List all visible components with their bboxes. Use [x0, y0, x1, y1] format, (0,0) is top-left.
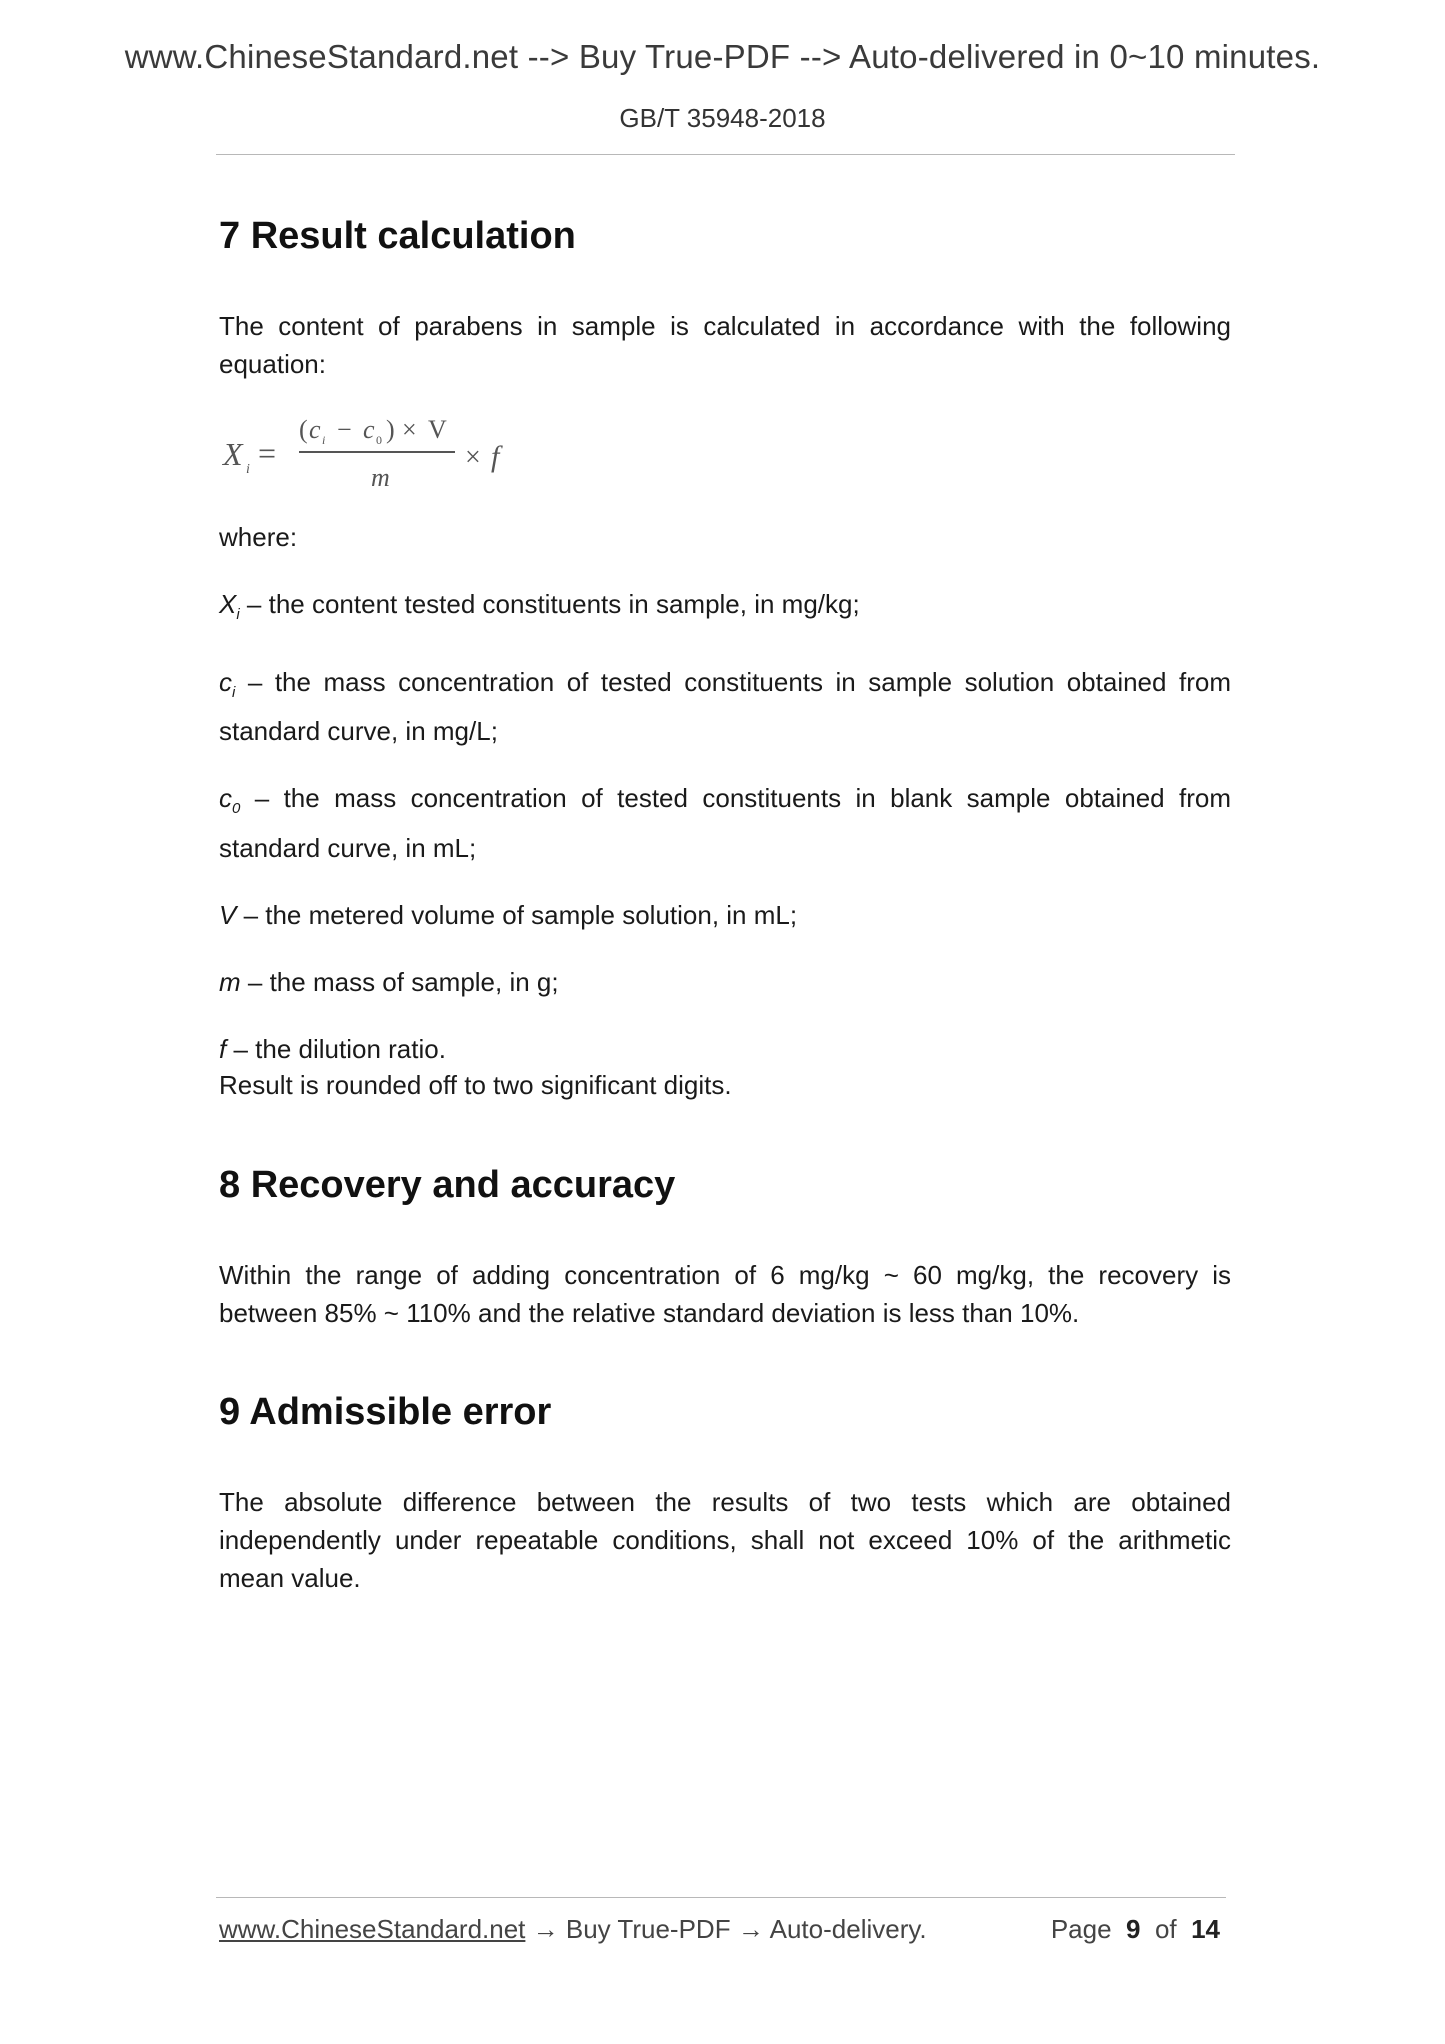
definition-symbol: V	[219, 899, 237, 930]
rounding-note: Result is rounded off to two significant digits.	[219, 1070, 732, 1100]
formula-close-paren: )	[386, 415, 395, 444]
definition-text: – the mass concentration of tested constituents in blank sample obtained from standard curve, in mL;	[219, 783, 1231, 863]
formula-open-paren: (	[299, 415, 308, 444]
formula-c0-sub: 0	[376, 433, 382, 447]
formula-dilution: f	[491, 440, 500, 473]
arrow-right-icon: →	[532, 1914, 559, 1944]
definition-symbol: m	[219, 966, 241, 997]
definition-ci	[219, 663, 1231, 750]
definition-v	[219, 896, 1231, 934]
definition-text: – the mass of sample, in g;	[240, 966, 559, 997]
formula-times-1: ×	[402, 415, 417, 444]
definition-symbol: f	[219, 1033, 227, 1064]
section-7-heading: 7 Result calculation	[219, 215, 576, 257]
definition-f	[219, 1030, 1231, 1068]
formula-lhs: X	[223, 436, 243, 472]
definition-subscript: 0	[232, 800, 241, 818]
formula-ci: c	[309, 415, 321, 444]
footer-divider	[216, 1897, 1226, 1898]
definition-text: – the mass concentration of tested constituents in sample solution obtained from standard curve, in mg/L;	[219, 667, 1231, 747]
formula-lhs-sub: i	[246, 462, 250, 477]
definition-symbol: c	[219, 783, 232, 814]
result-formula	[219, 410, 569, 500]
definition-symbol: c	[219, 667, 232, 698]
arrow-right-icon: →	[737, 1914, 764, 1944]
definition-subscript: i	[232, 684, 236, 702]
definition-list	[219, 585, 1231, 1097]
page-label: Page	[1050, 1914, 1112, 1944]
document-number: GB/T 35948-2018	[619, 103, 826, 133]
formula-equals: =	[258, 435, 277, 471]
section-8-body: Within the range of adding concentration of 6 mg/kg ~ 60 mg/kg, the recovery is between 85% ~ 110% and the relative standard deviation is less than 10%.	[219, 1260, 1231, 1328]
site-banner: www.ChineseStandard.net --> Buy True-PDF --> Auto-delivered in 0~10 minutes.	[124, 38, 1321, 75]
definition-symbol: X	[219, 589, 237, 619]
definition-text: – the dilution ratio.	[226, 1033, 446, 1064]
where-label: where:	[219, 522, 298, 552]
formula-minus: −	[337, 415, 352, 444]
footer-delivery-text: Auto-delivery.	[769, 1914, 927, 1944]
section-7-intro: The content of parabens in sample is calculated in accordance with the following equation:	[219, 311, 1231, 379]
definition-m	[219, 963, 1231, 1001]
page-footer	[219, 1914, 1224, 1954]
formula-c0: c	[363, 415, 375, 444]
section-8-heading: 8 Recovery and accuracy	[219, 1164, 676, 1206]
definition-text: – the metered volume of sample solution, in mL;	[236, 899, 798, 930]
current-page-number: 9	[1126, 1914, 1141, 1944]
formula-volume: V	[428, 415, 447, 444]
formula-ci-sub: i	[322, 433, 326, 447]
formula-denominator: m	[371, 463, 390, 492]
total-page-count: 14	[1191, 1914, 1220, 1944]
footer-site-link[interactable]: www.ChineseStandard.net	[219, 1914, 526, 1944]
definition-text: – the content tested constituents in sample, in mg/kg;	[239, 589, 860, 619]
section-9-body: The absolute difference between the results of two tests which are obtained independently under repeatable conditions, shall not exceed 10% of the arithmetic mean value.	[219, 1487, 1231, 1593]
of-label: of	[1154, 1914, 1177, 1944]
section-9-heading: 9 Admissible error	[219, 1391, 552, 1433]
definition-xi	[219, 585, 1231, 634]
header-divider	[216, 154, 1235, 155]
definition-c0	[219, 779, 1231, 866]
definition-subscript: i	[236, 606, 240, 624]
footer-buy-text: Buy True-PDF	[565, 1914, 731, 1944]
formula-times-2: ×	[465, 442, 481, 473]
page-indicator	[1051, 1914, 1220, 1945]
